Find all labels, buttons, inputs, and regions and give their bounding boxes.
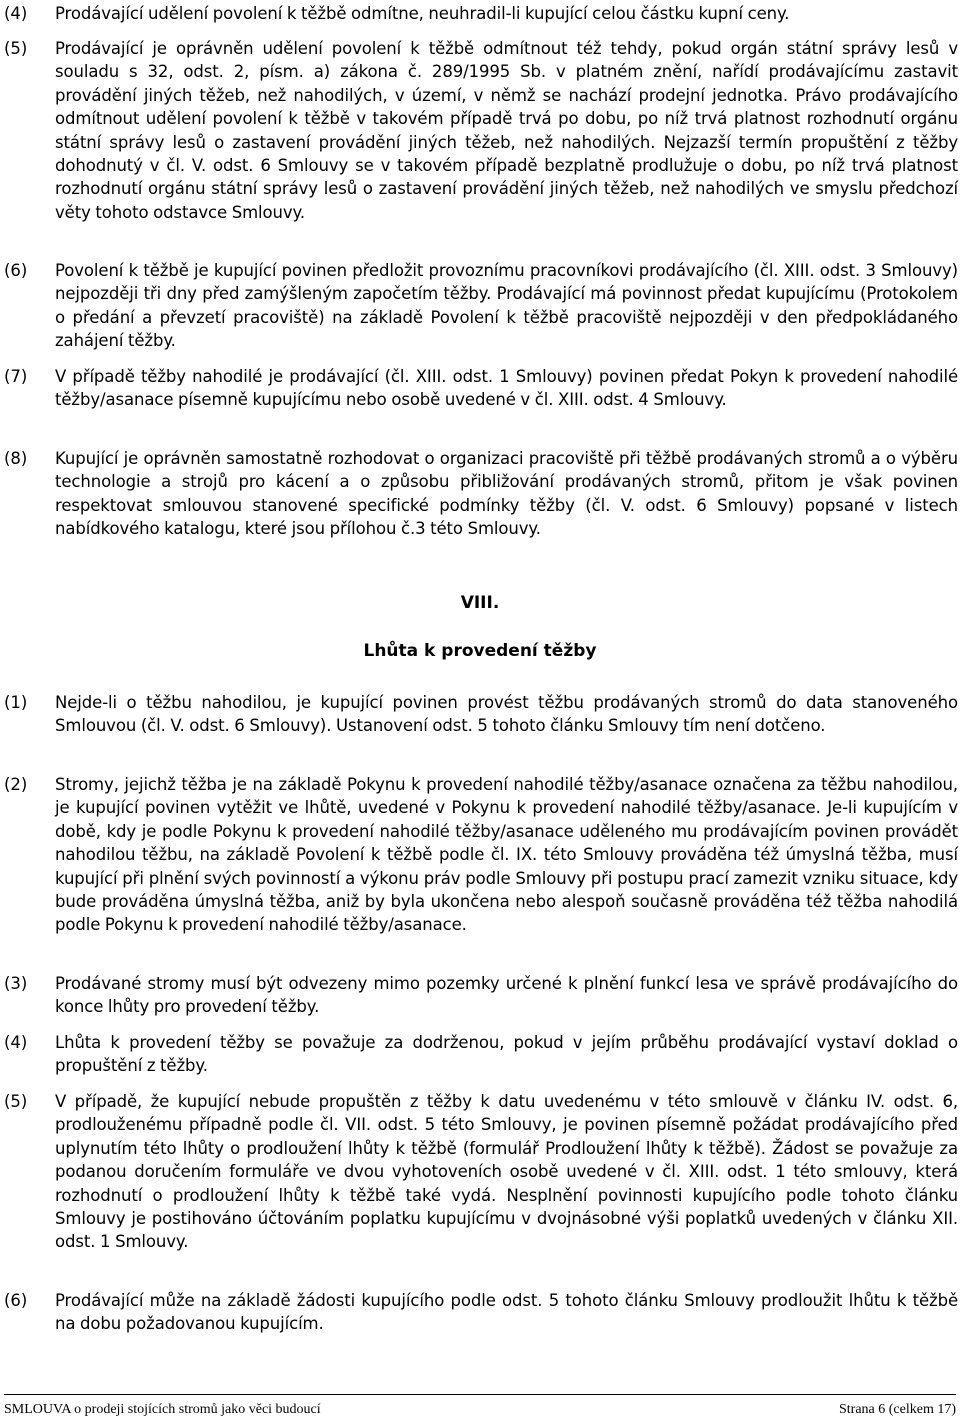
paragraph-number: (8) (4, 449, 28, 468)
paragraph-number: (3) (4, 974, 28, 993)
paragraph-number: (1) (4, 693, 28, 712)
paragraph-text: Prodávající je oprávněn udělení povolení k těžbě odmítnout též tehdy, pokud orgán státní správy lesů v souladu s 32, odst. 2, písm. a) zákona č. 289/1995 Sb. v platném znění, nařídí prodávajícímu zastavit provádění jiných těžeb, než nahodilých, v území, v němž se nachází prodejní jednotka. Právo prodávajícího odmítnout udělení povolení k těžbě v takovém případě trvá po dobu, po níž trvá platnost rozhodnutí orgánu státní správy lesů o zastavení provádění jiných těžeb, než nahodilých. Nejzazší termín propuštění z těžby dohodnutý v čl. V. odst. 6 Smlouvy se v takovém případě bezplatně prodlužuje o dobu, po níž trvá platnost rozhodnutí orgánu státní správy lesů o zastavení provádění jiných těžeb, než nahodilých ve smyslu předchozí věty tohoto odstavce Smlouvy. (55, 39, 958, 222)
paragraph-text: Kupující je oprávněn samostatně rozhodovat o organizaci pracoviště při těžbě prodávaných stromů a o výběru technologie a strojů pro kácení a o způsobu přibližování prodávaných stromů, přitom je však povinen respektovat smlouvou stanovené specifické podmínky těžby (čl. V. odst. 6 Smlouvy) popsané v listech nabídkového katalogu, které jsou přílohou č.3 této Smlouvy. (55, 449, 958, 539)
footer-divider (4, 1394, 956, 1395)
paragraph-2 (0, 773, 958, 937)
paragraph-text: Nejde-li o těžbu nahodilou, je kupující povinen provést těžbu prodávaných stromů do data stanoveného Smlouvou (čl. V. odst. 6 Smlouvy). Ustanovení odst. 5 tohoto článku Smlouvy tím není dotčeno. (55, 693, 958, 736)
footer-document-title: SMLOUVA o prodeji stojících stromů jako věci budoucí (4, 1402, 321, 1417)
paragraph-4 (0, 2, 958, 25)
footer-page-number: Strana 6 (celkem 17) (838, 1402, 956, 1417)
paragraph-text: Prodávající udělení povolení k těžbě odmítne, neuhradil-li kupující celou částku kupní ceny. (55, 4, 790, 23)
paragraph-number: (6) (4, 1291, 28, 1310)
paragraph-text: V případě, že kupující nebude propuštěn z těžby k datu uvedenému v této smlouvě v článku IV. odst. 6, prodlouženému případně podle čl. VII. odst. 5 této Smlouvy, je povinen písemně požádat prodávajícího před uplynutím této lhůty o prodloužení lhůty k těžbě (formulář Prodloužení lhůty k těžbě). Žádost se považuje za podanou doručením formuláře ve dvou vyhotoveních osobě uvedené v čl. XIII. odst. 1 této smlouvy, která rozhodnutí o prodloužení lhůty k těžbě také vydá. Nesplnění povinnosti kupujícího podle tohoto článku Smlouvy je postihováno účtováním poplatku kupujícímu v dvojnásobné výši poplatků uvedených v článku XII. odst. 1 Smlouvy. (55, 1092, 958, 1252)
paragraph-text: Lhůta k provedení těžby se považuje za dodrženou, pokud v jejím průběhu prodávající vystaví doklad o propuštění z těžby. (55, 1033, 958, 1076)
paragraph-number: (5) (4, 39, 28, 58)
paragraph-6 (0, 1289, 958, 1336)
paragraph-text: Povolení k těžbě je kupující povinen předložit provoznímu pracovníkovi prodávajícího (čl. XIII. odst. 3 Smlouvy) nejpozději tři dny před zamýšleným započetím těžby. Prodávající má povinnost předat kupujícímu (Protokolem o předání a převzetí pracoviště) na základě Povolení k těžbě pracoviště nejpozději v den předpokládaného zahájení těžby. (55, 261, 958, 351)
paragraph-text: Prodávající může na základě žádosti kupujícího podle odst. 5 tohoto článku Smlouvy prodloužit lhůtu k těžbě na dobu požadovanou kupujícím. (55, 1291, 958, 1334)
paragraph-3 (0, 972, 958, 1019)
paragraph-number: (6) (4, 261, 28, 280)
paragraph-text: V případě těžby nahodilé je prodávající (čl. XIII. odst. 1 Smlouvy) povinen předat Pokyn k provedení nahodilé těžby/asanace písemně kupujícímu nebo osobě uvedené v čl. XIII. odst. 4 Smlouvy. (55, 367, 958, 410)
paragraph-number: (5) (4, 1092, 28, 1111)
paragraph-number: (2) (4, 775, 28, 794)
paragraph-number: (4) (4, 4, 28, 23)
article-number: VIII. (460, 593, 500, 613)
paragraph-text: Stromy, jejichž těžba je na základě Pokynu k provedení nahodilé těžby/asanace označena za těžbu nahodilou, je kupující povinen vytěžit ve lhůtě, uvedené v Pokynu k provedení nahodilé těžby/asanace. Je-li kupujícím v době, kdy je podle Pokynu k provedení nahodilé těžby/asanace uděleného mu prodávajícím povinen provádět nahodilou těžbu, na základě Povolení k těžbě podle čl. IX. této Smlouvy prováděna též úmyslná těžba, musí kupující při plnění svých povinností a výkonu práv podle Smlouvy při postupu prací zamezit vzniku situace, kdy bude prováděna úmyslná těžba, aniž by byla ukončena nebo alespoň současně prováděna též těžba nahodilá podle Pokynu k provedení nahodilé těžby/asanace. (55, 775, 958, 935)
paragraph-1 (0, 691, 958, 738)
paragraph-number: (7) (4, 367, 28, 386)
paragraph-5 (0, 37, 958, 224)
paragraph-text: Prodávané stromy musí být odvezeny mimo pozemky určené k plnění funkcí lesa ve správě prodávajícího do konce lhůty pro provedení těžby. (55, 974, 958, 1017)
article-title: Lhůta k provedení těžby (363, 641, 597, 661)
paragraph-4 (0, 1031, 958, 1078)
paragraph-number: (4) (4, 1033, 28, 1052)
paragraph-6 (0, 259, 958, 353)
paragraph-7 (0, 365, 958, 412)
paragraph-8 (0, 447, 958, 541)
paragraph-5 (0, 1090, 958, 1254)
